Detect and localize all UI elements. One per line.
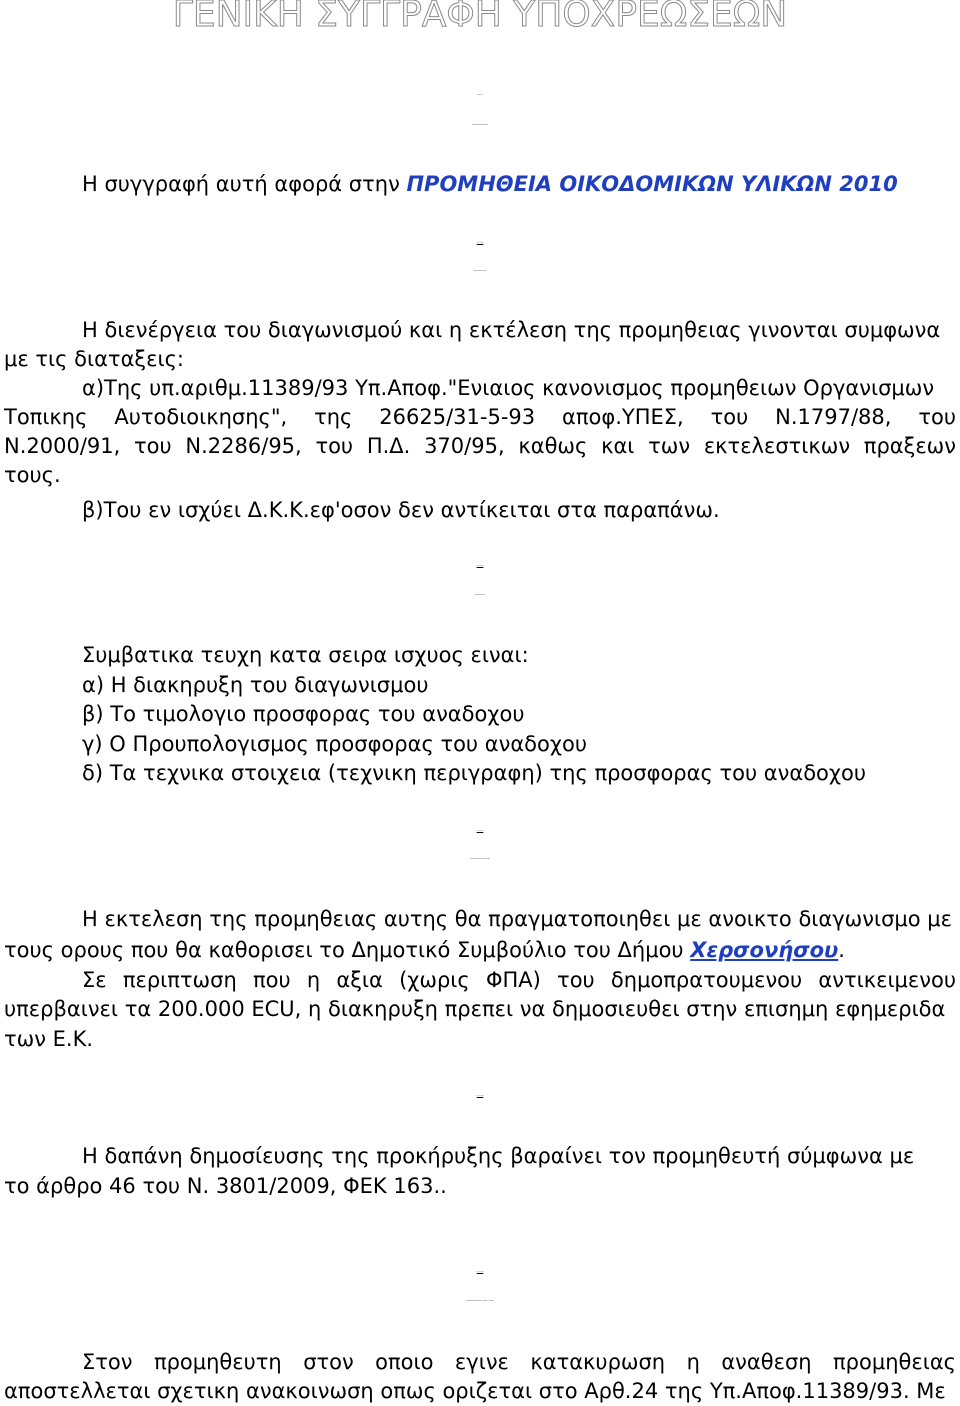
article-1-body-text: Η συγγραφή αυτή αφορά στην [82, 172, 407, 196]
article-2-heading: Α ρ θ ρ ο 2ο [476, 243, 484, 244]
article-3-subtitle: Συμβατικα τευχη [475, 595, 485, 596]
article-2-subtitle: Διαταξεις που ισχυουν [473, 271, 487, 272]
article-4-line: Η εκτελεση της προμηθειας αυτης θα πραγματοποιηθει με ανοικτο διαγωνισμο με [82, 907, 953, 931]
article-1-subtitle: Αντικείμενο της προμήθειας [472, 125, 488, 126]
article-2-line: Τοπικης Αυτοδιοικησης", της 26625/31-5-93 αποφ.ΥΠΕΣ, του Ν.1797/88, του [4, 405, 956, 429]
article-4-heading: Α ρ θ ρ ο 4ο [476, 831, 484, 832]
article-6-heading: Α ρ θ ρ ο 6ο [476, 1272, 484, 1273]
article-2-line: με τις διαταξεις: [4, 347, 184, 371]
article-3-line: δ) Τα τεχνικα στοιχεια (τεχνικη περιγραφη) της προσφορας του αναδοχου [82, 761, 867, 785]
article-2-line: β)Του εν ισχύει Δ.Κ.Κ.εφ'οσον δεν αντίκειται στα παραπάνω. [82, 498, 720, 522]
article-1-body [82, 170, 898, 198]
article-2-line: Ν.2000/91, του Ν.2286/95, του Π.Δ. 370/95, καθως και των εκτελεστικων πραξεων [4, 434, 956, 458]
article-6-subtitle: Ανακοινωση κατακυρωσης - αναθεσης - Συμβαση [466, 1301, 494, 1302]
article-2-line: τους. [4, 463, 61, 487]
article-3-line: Συμβατικα τευχη κατα σειρα ισχυος ειναι: [82, 643, 529, 667]
article-4-line2-suffix: . [838, 938, 845, 962]
article-4-line: Σε περιπτωση που η αξια (χωρις ΦΠΑ) του δημοπρατουμενου αντικειμενου [82, 968, 956, 992]
article-5-line: το άρθρο 46 του Ν. 3801/2009, ΦΕΚ 163.. [4, 1174, 447, 1198]
article-4-line: των Ε.Κ. [4, 1027, 94, 1051]
article-3-line: β) Το τιμολογιο προσφορας του αναδοχου [82, 702, 525, 726]
article-6-line: αποστελλεται σχετικη ανακοινωση οπως οριζεται στο Αρθ.24 της Υπ.Αποφ.11389/93. Με [4, 1379, 946, 1403]
article-3-line: γ) Ο Προυπολογισμος προσφορας του αναδοχου [82, 732, 588, 756]
article-4-line2-text: τους ορους που θα καθορισει το Δημοτικό Συμβούλιο του Δήμου [4, 938, 691, 962]
municipality-name: Χερσονήσου [690, 938, 839, 962]
article-2-line: Η διενέργεια του διαγωνισμού και η εκτέλεση της προμηθειας γινονται συμφωνα [82, 318, 941, 342]
article-4-line [4, 936, 845, 964]
article-1-body-highlight: ΠΡΟΜΗΘΕΙΑ ΟΙΚΟΔΟΜΙΚΩΝ ΥΛΙΚΩΝ 2010 [406, 172, 898, 196]
article-6-line: Στον προμηθευτη στον οποιο εγινε κατακυρωση η αναθεση προμηθειας [82, 1350, 956, 1374]
article-4-subtitle: Τροπος εκτελεσης της προμηθειας [470, 859, 490, 860]
article-5-line: Η δαπάνη δημοσίευσης της προκήρυξης βαραίνει τον προμηθευτή σύμφωνα με [82, 1144, 915, 1168]
article-1-heading: Άρθρο 1ο [477, 95, 483, 96]
document-title: ΓΕΝΙΚΗ ΣΥΓΓΡΑΦΗ ΥΠΟΧΡΕΩΣΕΩΝ [172, 0, 788, 35]
article-3-heading: Α ρ θ ρ ο 3ο [476, 566, 484, 567]
article-4-line: υπερβαινει τα 200.000 ECU, η διακηρυξη πρεπει να δημοσιευθει στην επισημη εφημεριδα [4, 997, 946, 1021]
article-2-line: α)Της υπ.αριθμ.11389/93 Υπ.Αποφ."Ενιαιος κανονισμος προμηθειων Οργανισμων [82, 376, 935, 400]
article-3-line: α) Η διακηρυξη του διαγωνισμου [82, 673, 429, 697]
article-5-heading: Α ρ θ ρ ο 5ο [476, 1096, 484, 1097]
